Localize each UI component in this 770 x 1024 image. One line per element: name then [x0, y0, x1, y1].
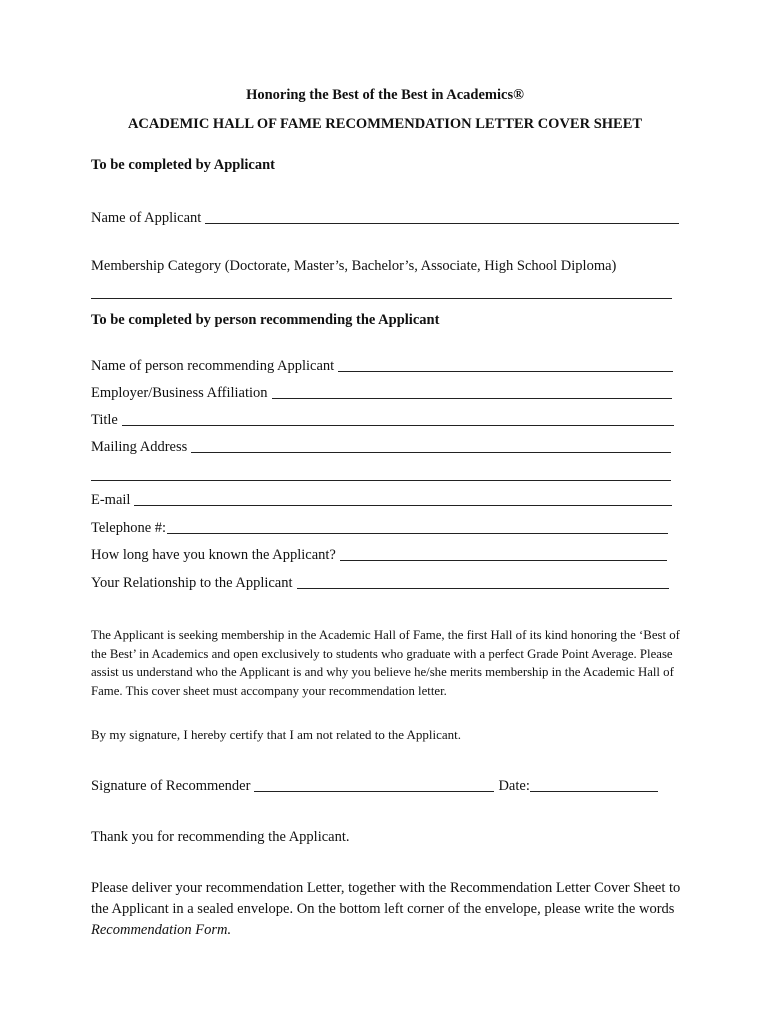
employer-label: Employer/Business Affiliation: [91, 385, 268, 401]
thank-you-text: Thank you for recommending the Applicant.: [91, 829, 350, 845]
applicant-section-heading: To be completed by Applicant: [91, 157, 275, 173]
email-field[interactable]: [91, 491, 672, 509]
document-title: ACADEMIC HALL OF FAME RECOMMENDATION LETTER COVER SHEET: [127, 116, 643, 132]
email-blank[interactable]: [134, 505, 672, 506]
recommender-name-blank[interactable]: [338, 371, 673, 372]
title-field[interactable]: [91, 411, 674, 429]
signature-blank[interactable]: [254, 791, 494, 792]
mailing-address-blank-2[interactable]: [91, 480, 671, 481]
date-label: Date:: [498, 778, 530, 794]
date-blank[interactable]: [530, 791, 658, 792]
mailing-address-blank[interactable]: [191, 452, 671, 453]
membership-category-blank[interactable]: [91, 298, 672, 299]
relationship-label: Your Relationship to the Applicant: [91, 575, 293, 591]
title-label: Title: [91, 412, 118, 428]
email-label: E-mail: [91, 492, 131, 508]
recommender-name-field[interactable]: [91, 357, 673, 375]
known-duration-label: How long have you known the Applicant?: [91, 547, 336, 563]
employer-blank[interactable]: [272, 398, 672, 399]
relationship-blank[interactable]: [297, 588, 669, 589]
telephone-label: Telephone #:: [91, 520, 167, 536]
title-blank[interactable]: [122, 425, 674, 426]
info-paragraph: The Applicant is seeking membership in the Academic Hall of Fame, the first Hall of its kind honoring the ‘Best of the Best’ in Academics and open exclusively to students who graduate with a perfect Grade Point Average. Please assist us understand who the Applicant is and why you believe he/she merits membership in the Academic Hall of Fame. This cover sheet must accompany your recommendation letter.: [91, 628, 680, 698]
applicant-name-field[interactable]: [91, 209, 679, 227]
tagline: Honoring the Best of the Best in Academics®: [246, 87, 524, 103]
certify-statement: By my signature, I hereby certify that I am not related to the Applicant.: [91, 727, 462, 742]
employer-field[interactable]: [91, 384, 672, 402]
signature-row: [91, 777, 671, 795]
telephone-field[interactable]: [91, 519, 668, 537]
applicant-name-blank[interactable]: [205, 223, 679, 224]
known-duration-blank[interactable]: [340, 560, 667, 561]
recommender-section-heading: To be completed by person recommending the Applicant: [91, 312, 440, 328]
known-duration-field[interactable]: [91, 546, 667, 564]
telephone-blank[interactable]: [167, 533, 668, 534]
applicant-name-label: Name of Applicant: [91, 210, 202, 226]
delivery-instructions: [91, 878, 681, 941]
delivery-text: Please deliver your recommendation Letter, together with the Recommendation Letter Cover Sheet to the Applicant in a sealed envelope. On the bottom left corner of the envelope, please write the words: [91, 880, 681, 917]
delivery-emphasis: Recommendation Form.: [91, 922, 232, 938]
membership-category-label: Membership Category (Doctorate, Master’s, Bachelor’s, Associate, High School Diploma): [91, 258, 617, 274]
signature-label: Signature of Recommender: [91, 778, 251, 794]
mailing-address-field[interactable]: [91, 438, 671, 456]
recommender-name-label: Name of person recommending Applicant: [91, 358, 335, 374]
relationship-field[interactable]: [91, 574, 669, 592]
mailing-address-label: Mailing Address: [91, 439, 188, 455]
